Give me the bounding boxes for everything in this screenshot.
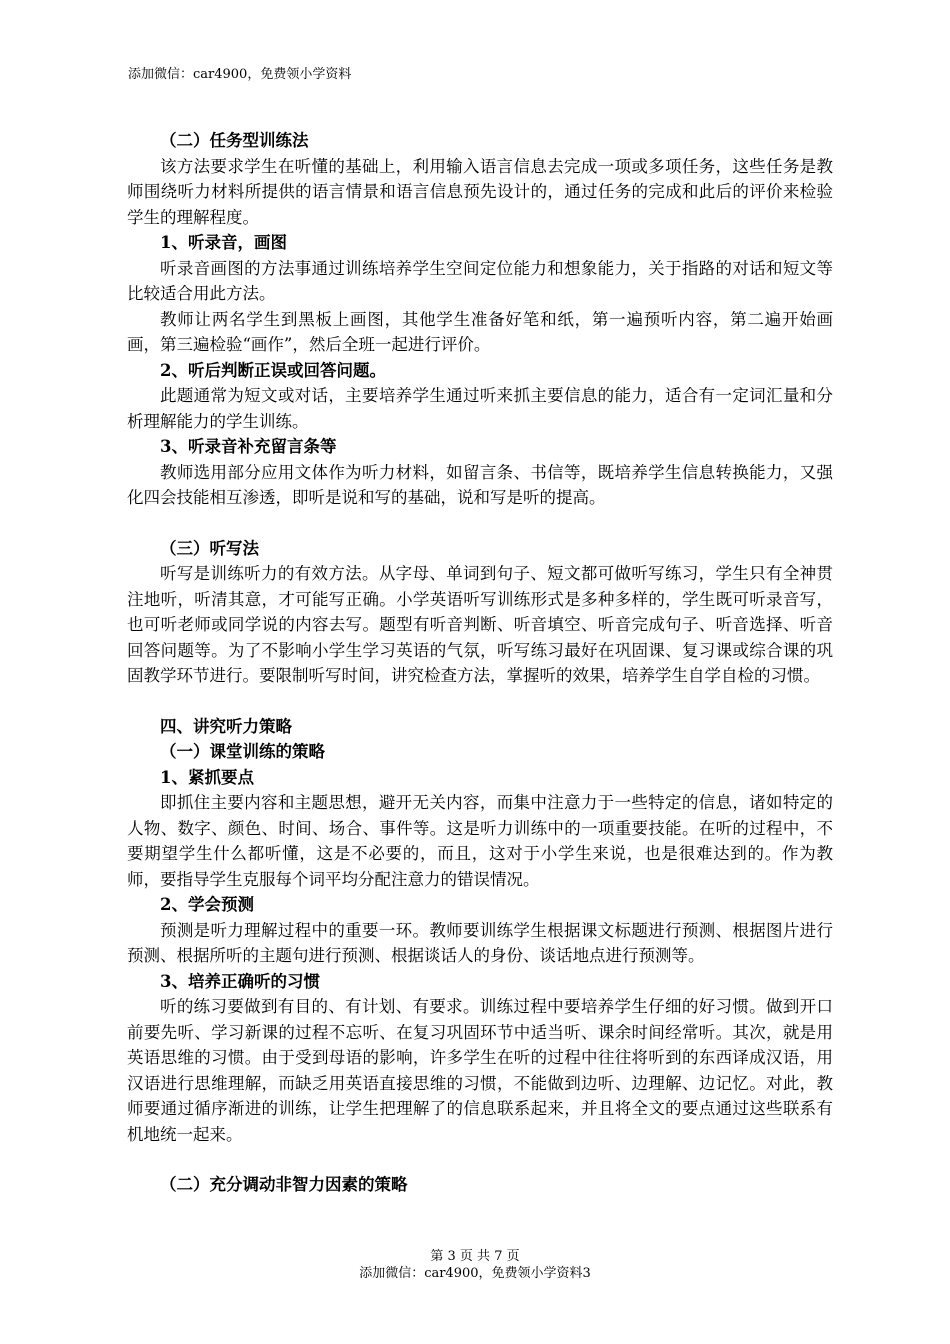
document-body (127, 128, 833, 1198)
subheading-message-note: 3、听录音补充留言条等 (160, 437, 337, 456)
section-title-listening-strategy: 四、讲究听力策略 (160, 716, 292, 736)
subheading-true-false: 2、听后判断正误或回答问题。 (160, 360, 386, 380)
paragraph: 该方法要求学生在听懂的基础上，利用输入语言信息去完成一项或多项任务，这些任务是教师围绕听力材料所提供的语言情景和语言信息预先设计的，通过任务的完成和此后的评价来检验学生的理解程度。 (127, 156, 833, 227)
header-note: 添加微信：car4900，免费领小学资料 (128, 67, 352, 82)
section-title-dictation: （三）听写法 (160, 538, 259, 558)
footer-note: 添加微信：car4900，免费领小学资料3 (359, 1266, 591, 1281)
spacer (127, 511, 833, 536)
paragraph: 教师让两名学生到黑板上画图，其他学生准备好笔和纸，第一遍预听内容，第二遍开始画画，第三遍检验“画作”，然后全班一起进行评价。 (127, 309, 833, 354)
subheading-habits: 3、培养正确听的习惯 (160, 971, 320, 991)
section-title-task-method: （二）任务型训练法 (160, 131, 309, 150)
subsection-title-non-intellectual: （二）充分调动非智力因素的策略 (160, 1175, 408, 1194)
paragraph: 听的练习要做到有目的、有计划、有要求。训练过程中要培养学生仔细的好习惯。做到开口前要先听、学习新课的过程不忘听、在复习巩固环节中适当听、课余时间经常听。其次，就是用英语思维的习惯。由于受到母语的影响，许多学生在听的过程中往往将听到的东西译成汉语，用汉语进行思维理解，而缺乏用英语直接思维的习惯，不能做到边听、边理解、边记忆。对此，教师要通过循序渐进的训练，让学生把理解了的信息联系起来，并且将全文的要点通过这些联系有机地统一起来。 (127, 997, 833, 1144)
spacer (127, 1147, 833, 1172)
paragraph: 即抓住主要内容和主题思想，避开无关内容，而集中注意力于一些特定的信息，诸如特定的人物、数字、颜色、时间、场合、事件等。这是听力训练中的一项重要技能。在听的过程中，不要期望学生什么都听懂，这是不必要的，而且，这对于小学生来说，也是很难达到的。作为教师，要指导学生克服每个词平均分配注意力的错误情况。 (127, 793, 833, 889)
subsection-title-classroom: （一）课堂训练的策略 (160, 742, 325, 761)
paragraph: 听写是训练听力的有效方法。从字母、单词到句子、短文都可做听写练习，学生只有全神贯注地听，听清其意，才可能写正确。小学英语听写训练形式是多种多样的，学生既可听录音写，也可听老师或同学说的内容去写。题型有听音判断、听音填空、听音完成句子、听音选择、听音回答问题等。为了不影响小学生学习英语的气氛，听写练习最好在巩固课、复习课或综合课的巩固教学环节进行。要限制听写时间，讲究检查方法，掌握听的效果，培养学生自学自检的习惯。 (127, 564, 833, 685)
page-number: 第 3 页 共 7 页 (430, 1249, 520, 1264)
paragraph: 预测是听力理解过程中的重要一环。教师要训练学生根据课文标题进行预测、根据图片进行预测、根据所听的主题句进行预测、根据谈话人的身份、谈话地点进行预测等。 (127, 920, 833, 965)
spacer (127, 689, 833, 714)
paragraph: 听录音画图的方法事通过训练培养学生空间定位能力和想象能力，关于指路的对话和短文等比较适合用此方法。 (127, 258, 833, 303)
paragraph: 教师选用部分应用文体作为听力材料，如留言条、书信等，既培养学生信息转换能力，又强化四会技能相互渗透，即听是说和写的基础，说和写是听的提高。 (127, 462, 833, 507)
paragraph: 此题通常为短文或对话，主要培养学生通过听来抓主要信息的能力，适合有一定词汇量和分析理解能力的学生训练。 (127, 386, 833, 431)
subheading-listen-draw: 1、听录音，画图 (160, 233, 287, 252)
subheading-prediction: 2、学会预测 (160, 895, 254, 914)
subheading-key-points: 1、紧抓要点 (160, 767, 254, 787)
